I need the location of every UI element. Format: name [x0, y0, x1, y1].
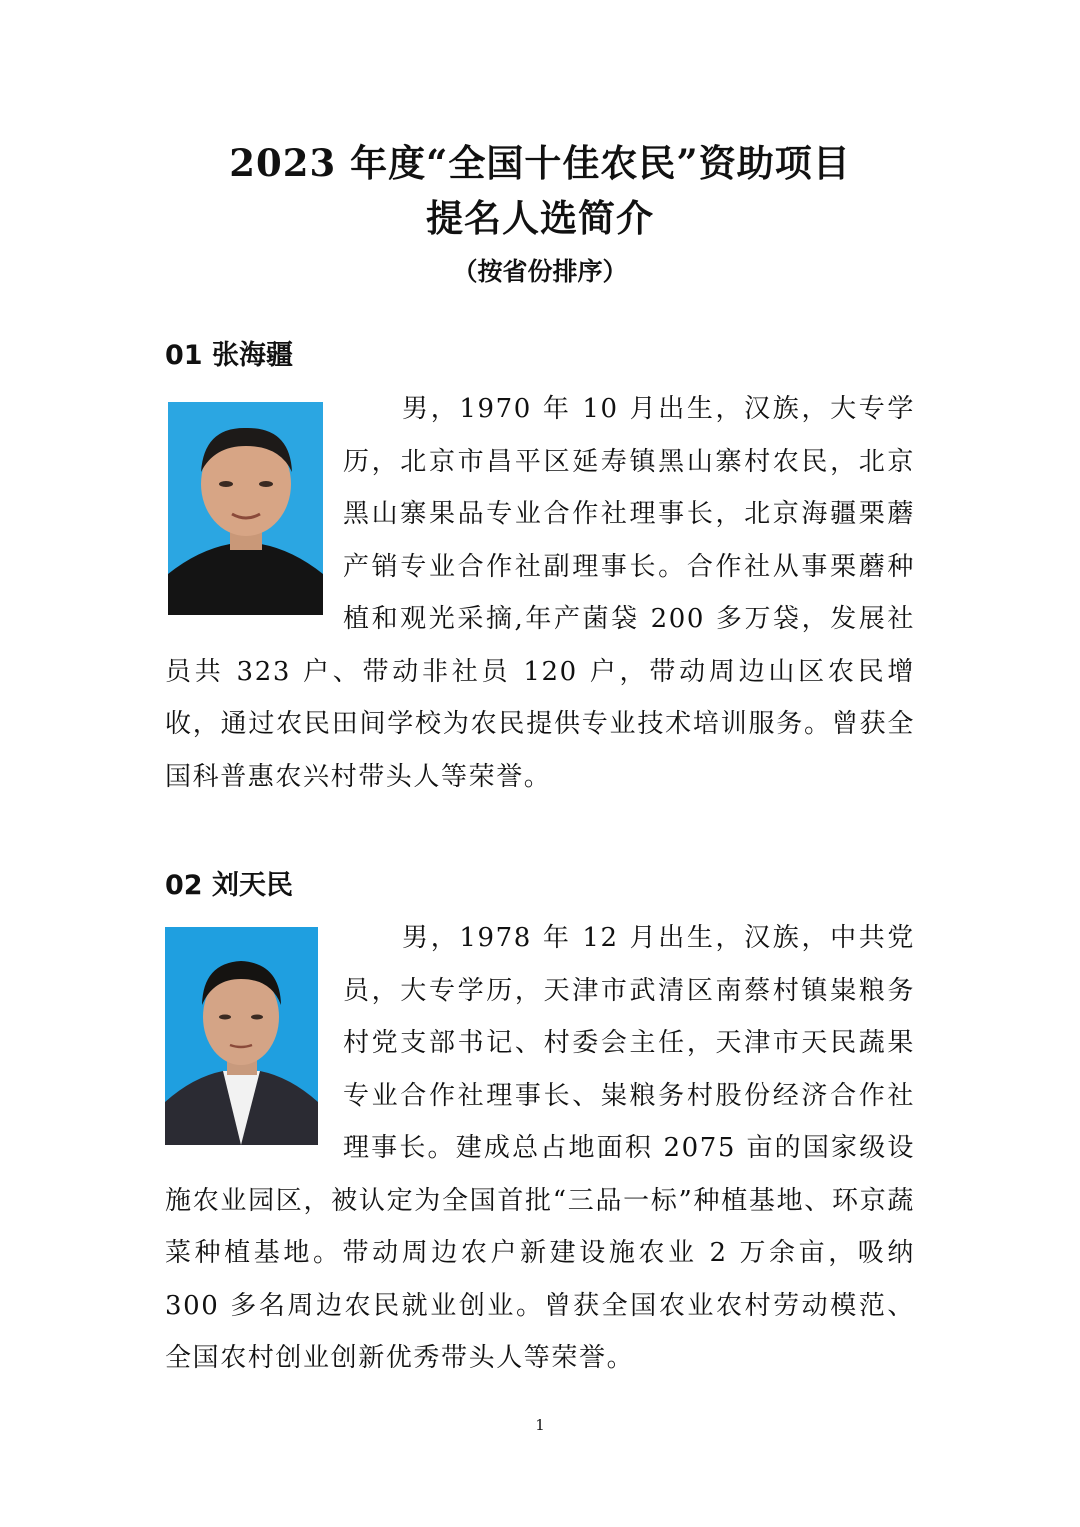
entry-text-1 — [165, 383, 915, 803]
document-title-line-2: 提名人选简介 — [426, 196, 654, 240]
document-title-line-1: 2023 年度“全国十佳农民”资助项目 — [229, 141, 851, 185]
entry-body-1: 男，1970 年 10 月出生，汉族，大专学历，北京市昌平区延寿镇黑山寨村农民，北京黑山寨果品专业合作社理事长，北京海疆栗蘑产销专业合作社副理事长。合作社从事栗蘑种植和观光采摘,年产菌袋 200 多万袋，发展社员共 323 户、带动非社员 120 户，带动周边山区农民增收，通过农民田间学校为农民提供专业技术培训服务。曾获全国科普惠农兴村带头人等荣誉。 — [165, 394, 915, 792]
document-subtitle: （按省份排序） — [452, 257, 628, 286]
entry-heading-1: 01 张海疆 — [165, 340, 293, 371]
page-number: 1 — [535, 1416, 545, 1434]
entry-body-2: 男，1978 年 12 月出生，汉族，中共党员，大专学历，天津市武清区南蔡村镇粜粮务村党支部书记、村委会主任，天津市天民蔬果专业合作社理事长、粜粮务村股份经济合作社理事长。建成总占地面积 2075 亩的国家级设施农业园区，被认定为全国首批“三品一标”种植基地、环京蔬菜种植基地。带动周边农户新建设施农业 2 万余亩，吸纳 300 多名周边农民就业创业。曾获全国农业农村劳动模范、全国农村创业创新优秀带头人等荣誉。 — [165, 923, 915, 1373]
entry-text-2 — [165, 912, 915, 1385]
entry-heading-2: 02 刘天民 — [165, 870, 293, 901]
